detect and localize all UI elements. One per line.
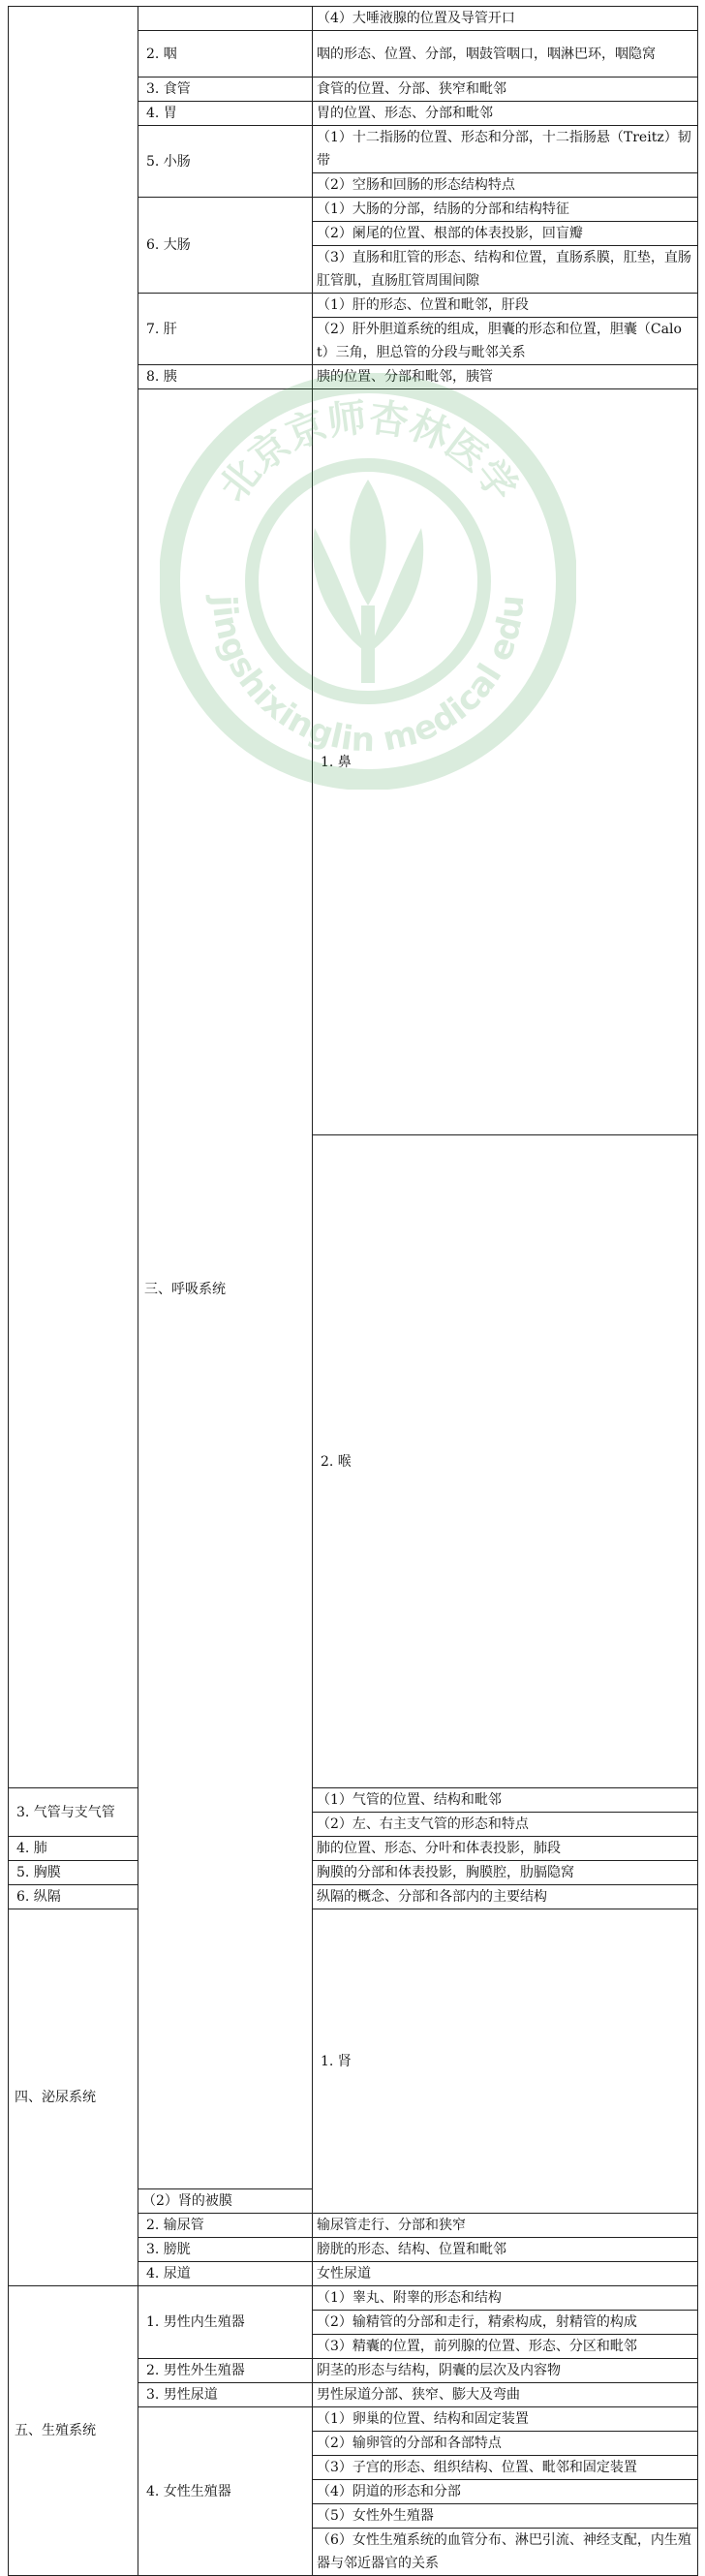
topic-cell: 3. 食管 [138,78,313,102]
topic-cell: 5. 小肠 [138,126,313,198]
requirement-cell: （1）气管的位置、结构和毗邻 [313,1788,698,1813]
topic-cell: 2. 咽 [138,31,313,78]
requirement-cell: 胸膜的分部和体表投影，胸膜腔，肋膈隐窝 [313,1861,698,1885]
table-row [9,2286,698,2311]
topic-cell: 1. 肾 [313,1909,698,2214]
topic-cell: 1. 鼻 [313,389,698,1135]
requirement-cell: （2）阑尾的位置、根部的体表投影，回盲瓣 [313,222,698,246]
requirement-cell: 食管的位置、分部、狭窄和毗邻 [313,78,698,102]
requirement-cell: （1）肝的形态、位置和毗邻，肝段 [313,294,698,318]
requirement-cell: 咽的形态、位置、分部，咽鼓管咽口，咽淋巴环，咽隐窝 [313,31,698,78]
requirement-cell: （2）空肠和回肠的形态结构特点 [313,173,698,198]
category-cell [9,7,138,1788]
topic-cell: 2. 输尿管 [138,2214,313,2238]
syllabus-table-container [8,6,697,2576]
requirement-cell: （4）大唾液腺的位置及导管开口 [313,7,698,31]
requirement-cell: （2）肝外胆道系统的组成，胆囊的形态和位置，胆囊（Calot）三角，胆总管的分段与毗邻关系 [313,318,698,365]
seal-arc-text-path: 北京京师杏林医学 [210,395,526,511]
topic-cell: 7. 肝 [138,294,313,365]
table-row [9,1837,698,1861]
topic-cell: 4. 胃 [138,102,313,126]
topic-cell: 5. 胸膜 [9,1861,138,1885]
requirement-cell: 胃的位置、形态、分部和毗邻 [313,102,698,126]
requirement-cell: （4）阴道的形态和分部 [313,2480,698,2504]
requirement-cell: （3）直肠和肛管的形态、结构和位置，直肠系膜，肛垫，直肠肛管肌，直肠肛管周围间隙 [313,246,698,294]
table-row [9,1788,698,1813]
category-cell: 四、泌尿系统 [9,1909,138,2286]
topic-cell [138,7,313,31]
requirement-cell: 肺的位置、形态、分叶和体表投影，肺段 [313,1837,698,1861]
requirement-cell: （1）睾丸、附睾的形态和结构 [313,2286,698,2311]
topic-cell: 2. 喉 [313,1135,698,1788]
topic-cell: 4. 女性生殖器 [138,2407,313,2576]
topic-cell: 8. 胰 [138,365,313,389]
requirement-cell: 阴茎的形态与结构，阴囊的层次及内容物 [313,2359,698,2383]
requirement-cell: 膀胱的形态、结构、位置和毗邻 [313,2238,698,2262]
topic-cell: 6. 大肠 [138,198,313,294]
topic-cell: 6. 纵隔 [9,1885,138,1909]
requirement-cell: （2）输精管的分部和走行，精索构成，射精管的构成 [313,2311,698,2335]
table-row [9,7,698,31]
topic-cell: 2. 男性外生殖器 [138,2359,313,2383]
requirement-cell: 男性尿道分部、狭窄、膨大及弯曲 [313,2383,698,2407]
requirement-cell: 纵隔的概念、分部和各部内的主要结构 [313,1885,698,1909]
requirement-cell: （5）女性外生殖器 [313,2504,698,2529]
table-row [9,1885,698,1909]
category-cell: 三、呼吸系统 [138,389,313,2189]
table-row [9,1909,698,2189]
topic-cell: 3. 膀胱 [138,2238,313,2262]
category-cell: 五、生殖系统 [9,2286,138,2576]
topic-cell: 3. 气管与支气管 [9,1788,138,1837]
topic-cell: 1. 男性内生殖器 [138,2286,313,2359]
requirement-cell: （6）女性生殖系统的血管分布、淋巴引流、神经支配，内生殖器与邻近器官的关系 [313,2529,698,2576]
topic-cell: 4. 尿道 [138,2262,313,2286]
requirement-cell: 女性尿道 [313,2262,698,2286]
requirement-cell: （3）精囊的位置，前列腺的位置、形态、分区和毗邻 [313,2335,698,2359]
seal-latin-text-path: jingshixinglin medical edu [203,593,533,760]
requirement-cell: （2）左、右主支气管的形态和特点 [313,1813,698,1837]
syllabus-table-body [9,7,698,2576]
requirement-cell: 胰的位置、分部和毗邻，胰管 [313,365,698,389]
requirement-cell: 输尿管走行、分部和狭窄 [313,2214,698,2238]
requirement-cell: （1）大肠的分部，结肠的分部和结构特征 [313,198,698,222]
requirement-cell: （2）输卵管的分部和各部特点 [313,2432,698,2456]
topic-cell: 3. 男性尿道 [138,2383,313,2407]
table-row [9,1861,698,1885]
syllabus-table [8,6,698,2576]
requirement-cell: （1）十二指肠的位置、形态和分部，十二指肠悬（Treitz）韧带 [313,126,698,173]
topic-cell: 4. 肺 [9,1837,138,1861]
requirement-cell: （2）肾的被膜 [138,2189,313,2214]
requirement-cell: （1）卵巢的位置、结构和固定装置 [313,2407,698,2432]
requirement-cell: （3）子宫的形态、组织结构、位置、毗邻和固定装置 [313,2456,698,2480]
